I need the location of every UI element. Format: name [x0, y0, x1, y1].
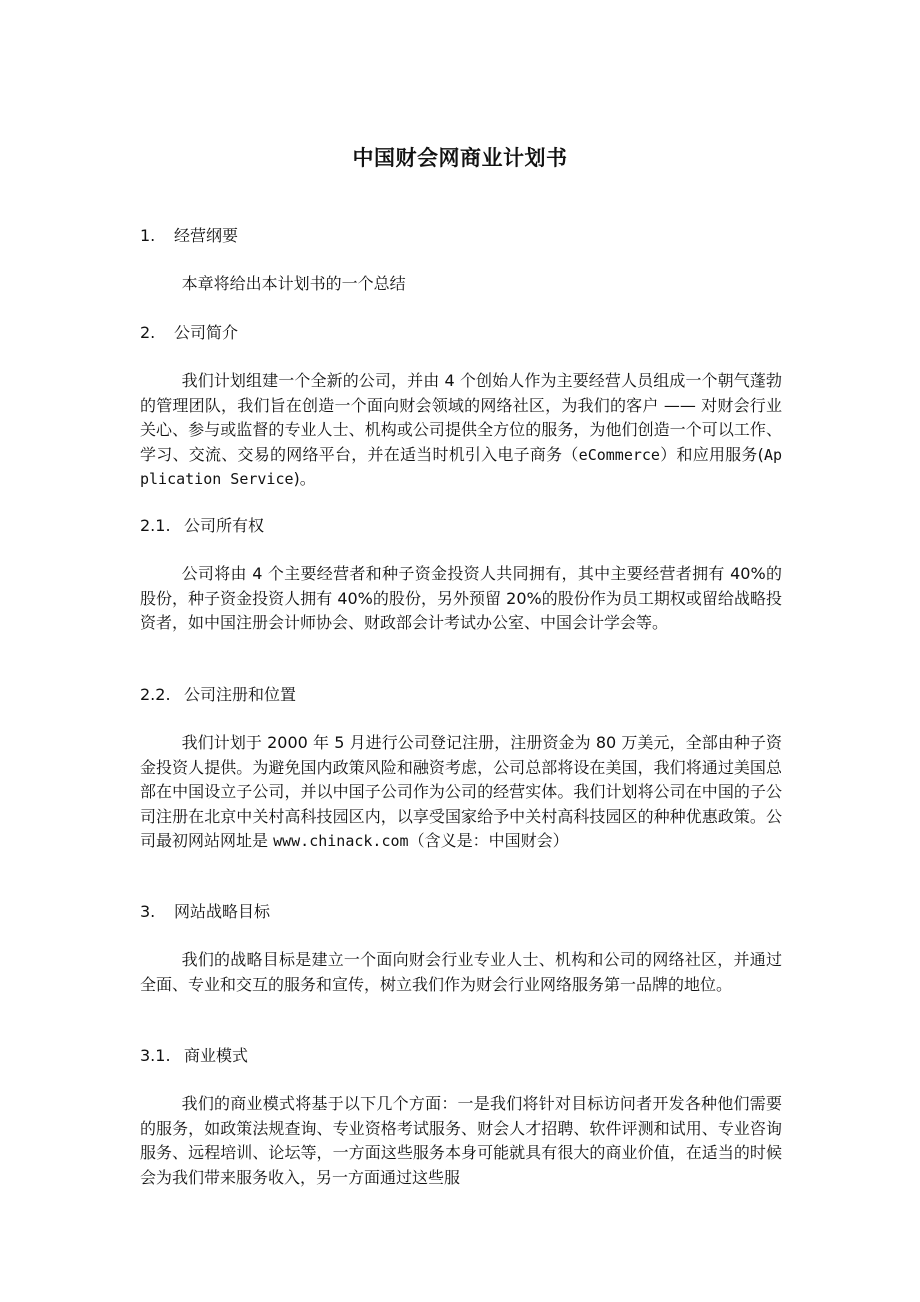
section-title: 公司所有权 — [184, 516, 265, 535]
section-number: 3. — [140, 902, 156, 921]
section-heading-3 — [140, 900, 270, 924]
section-title: 商业模式 — [184, 1046, 249, 1065]
section-number: 1. — [140, 226, 156, 245]
document-title: 中国财会网商业计划书 — [352, 146, 568, 170]
website-url: www.chinack.com — [273, 832, 409, 850]
section-heading-2 — [140, 321, 238, 345]
section-number: 3.1. — [140, 1046, 171, 1065]
section-title: 网站战略目标 — [174, 902, 271, 921]
paragraph-ownership: 公司将由 4 个主要经营者和种子资金投资人共同拥有，其中主要经营者拥有 40%的股份，种子资金投资人拥有 40%的股份，另外预留 20%的股份作为员工期权或留给战略投资者，如中国注册会计师协会、财政部会计考试办公室、中国会计学会等。 — [140, 564, 782, 632]
intro-ecommerce: eCommerce — [578, 445, 660, 464]
intro-text: 我们计划组建一个全新的公司，并由 4 个创始人作为主要经营人员组成一个朝气蓬勃的管理团队，我们旨在创造一个面向财会领域的网络社区，为我们的客户 —— 对财会行业关心、参与或监督的专业人士、机构或公司提供全方位的服务，为他们创造一个可以工作、学习、交流、交易的网络平台，并在适当时机引入电子商务（ — [140, 371, 782, 464]
section-number: 2.2. — [140, 685, 171, 704]
intro-end: )。 — [293, 469, 316, 488]
paragraph-registration — [140, 731, 782, 854]
section-number: 2.1. — [140, 516, 171, 535]
intro-appservice: Application Service — [140, 445, 782, 488]
section-title: 公司注册和位置 — [184, 685, 297, 704]
section-title: 公司简介 — [174, 323, 239, 342]
paragraph-strategy: 我们的战略目标是建立一个面向财会行业专业人士、机构和公司的网络社区，并通过全面、专业和交互的服务和宣传，树立我们作为财会行业网络服务第一品牌的地位。 — [140, 950, 782, 994]
section-number: 2. — [140, 323, 156, 342]
registration-text: 我们计划于 2000 年 5 月进行公司登记注册，注册资金为 80 万美元，全部由种子资金投资人提供。为避免国内政策风险和融资考虑，公司总部将设在美国，我们将通过美国总部在中国设立子公司，并以中国子公司作为公司的经营实体。我们计划将公司在中国的子公司注册在北京中关村高科技园区内，以享受国家给予中关村高科技园区的种种优惠政策。公司最初网站网址是 — [140, 733, 782, 850]
intro-mid: ）和应用服务( — [659, 444, 764, 464]
paragraph-summary: 本章将给出本计划书的一个总结 — [181, 274, 406, 293]
section-title: 经营纲要 — [174, 226, 239, 245]
section-heading-2-2 — [140, 683, 296, 707]
section-heading-1 — [140, 224, 238, 248]
paragraph-intro — [140, 369, 782, 492]
section-heading-3-1 — [140, 1044, 248, 1068]
paragraph-business-model: 我们的商业模式将基于以下几个方面：一是我们将针对目标访问者开发各种他们需要的服务，如政策法规查询、专业资格考试服务、财会人才招聘、软件评测和试用、专业咨询服务、远程培训、论坛等，一方面这些服务本身可能就具有很大的商业价值，在适当的时候会为我们带来服务收入，另一方面通过这些服 — [140, 1094, 782, 1187]
registration-end: （含义是：中国财会） — [408, 831, 569, 850]
section-heading-2-1 — [140, 514, 264, 538]
